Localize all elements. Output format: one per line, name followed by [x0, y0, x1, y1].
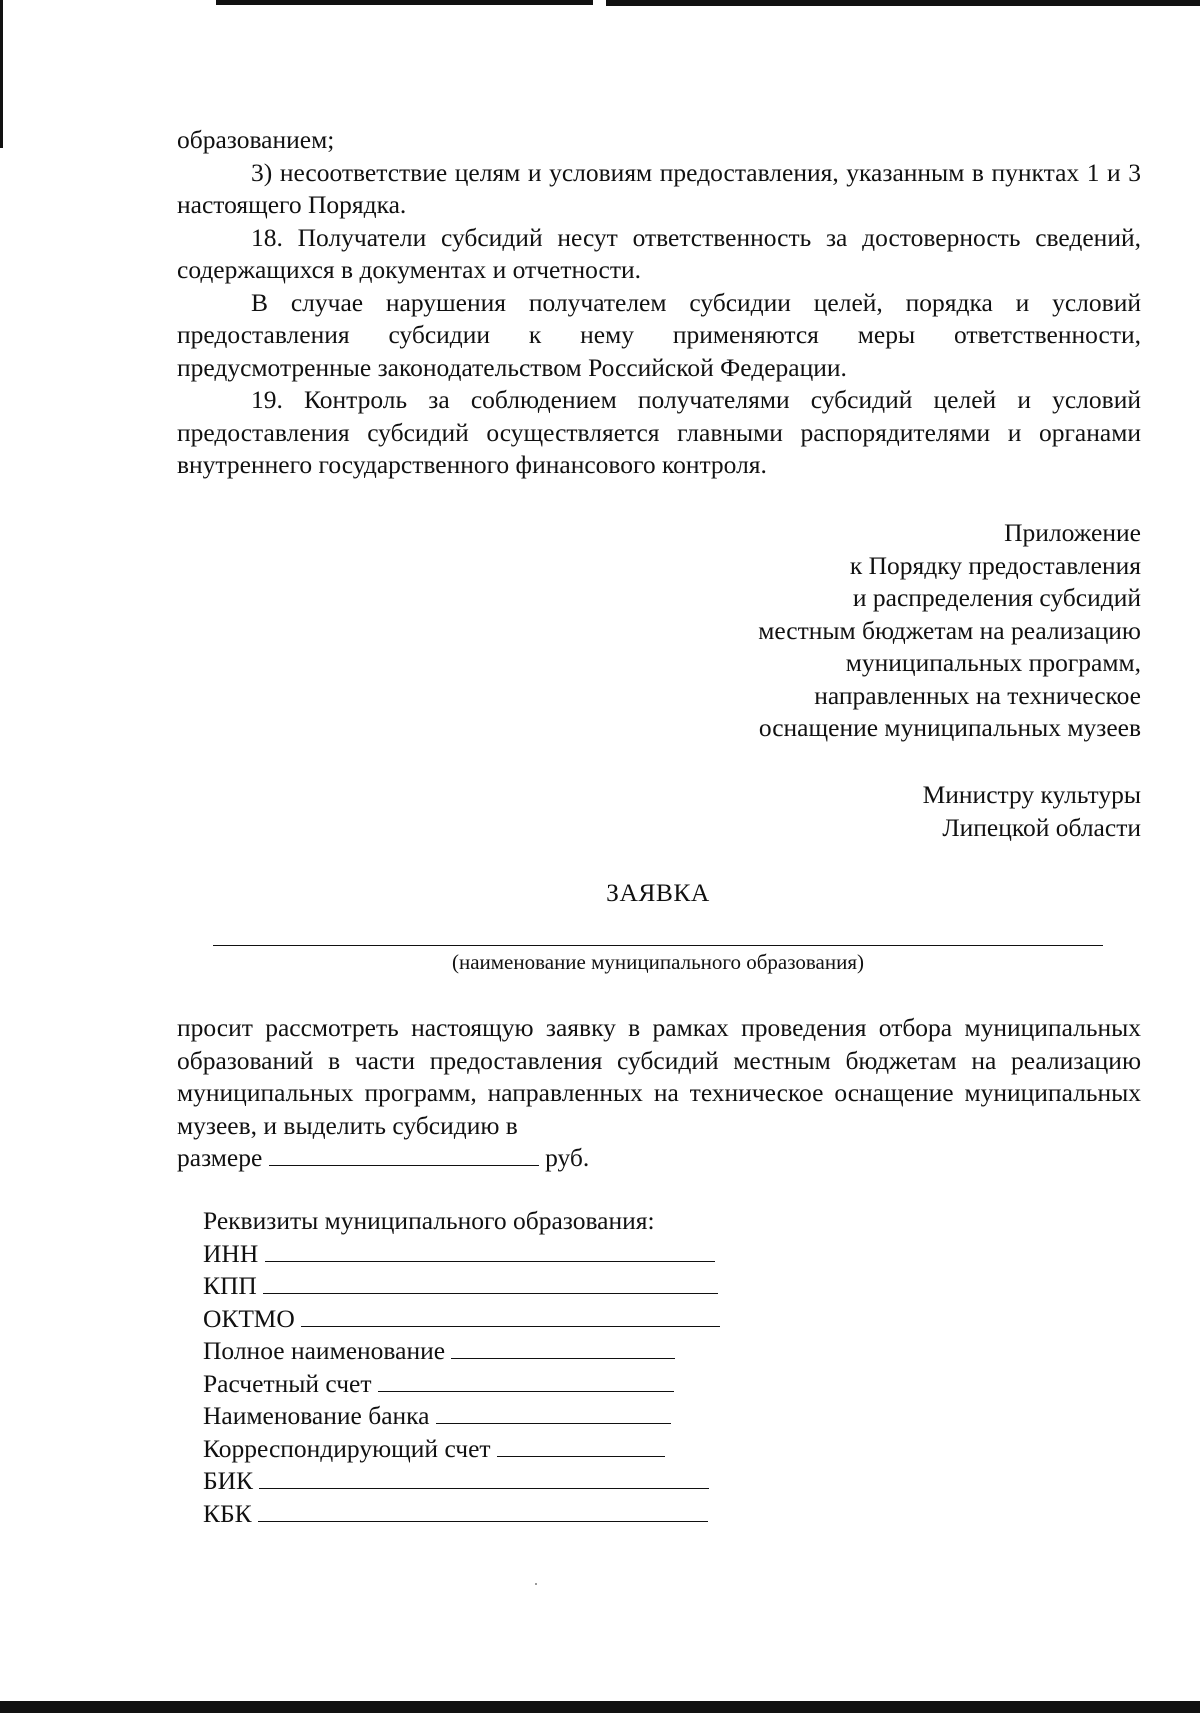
appendix-line: направленных на техническое	[814, 680, 1141, 710]
requisite-label: Наименование банка	[203, 1401, 430, 1430]
paragraph-continuation: образованием;	[177, 125, 335, 154]
requisite-field	[436, 1401, 671, 1424]
municipality-name-field	[213, 945, 1103, 946]
request-text: просит рассмотреть настоящую заявку в рамках проведения отбора муниципальных образований в части предоставления субсидий местным бюджетам на реализацию муниципальных программ, направленных на техническое оснащение муниципальных музеев, и выделить субсидию в	[177, 1013, 1141, 1140]
addressee-line: Министру культуры	[922, 780, 1141, 809]
requisites-heading: Реквизиты муниципального образования:	[203, 1206, 655, 1235]
requisite-label: ОКТМО	[203, 1303, 295, 1333]
requisite-oktmo	[203, 1303, 720, 1336]
addressee-line: Липецкой области	[942, 812, 1141, 842]
addressee	[621, 779, 1141, 844]
scan-edge-top-left	[216, 0, 593, 5]
requisite-field	[301, 1304, 720, 1327]
requisite-label: КБК	[203, 1498, 252, 1528]
appendix-line: и распределения субсидий	[852, 583, 1141, 612]
requisite-label: Полное наименование	[203, 1336, 446, 1365]
requisite-label: Корреспондирующий счет	[203, 1433, 491, 1463]
paragraph-18: 18. Получатели субсидий несут ответственность за достоверность сведений, содержащихся в документах и отчетности.	[177, 222, 1141, 284]
requisite-corr-account	[203, 1433, 720, 1466]
amount-suffix: руб.	[545, 1143, 590, 1172]
requisite-kpp	[203, 1270, 720, 1303]
requisite-field	[258, 1499, 708, 1522]
appendix-line: к Порядку предоставления	[849, 550, 1141, 580]
paragraph-violation: В случае нарушения получателем субсидии целей, порядка и условий предоставления субсидии к нему применяются меры ответственности, предусмотренные законодательством Российской Федерации.	[177, 287, 1141, 382]
appendix-line: Приложение	[1004, 518, 1141, 547]
requisite-inn	[203, 1238, 720, 1271]
requisites-block	[203, 1205, 720, 1530]
requisite-field	[259, 1466, 709, 1489]
requisite-field	[497, 1434, 665, 1457]
form-title: ЗАЯВКА	[606, 878, 710, 907]
request-paragraph	[177, 1012, 1141, 1175]
requisite-bik	[203, 1465, 720, 1498]
requisite-field	[263, 1271, 718, 1294]
requisite-label: Расчетный счет	[203, 1368, 372, 1398]
amount-prefix: размере	[177, 1143, 263, 1172]
paragraph-19: 19. Контроль за соблюдением получателями субсидий целей и условий предоставления субсидий осуществляется главными распорядителями и органами внутреннего государственного финансового контроля.	[177, 385, 1141, 479]
requisite-bank-name	[203, 1400, 720, 1433]
requisite-field	[378, 1369, 674, 1392]
requisite-label: БИК	[203, 1466, 254, 1495]
requisite-label: ИНН	[203, 1238, 259, 1268]
scan-speck	[535, 1583, 537, 1585]
appendix-line: местным бюджетам на реализацию	[758, 615, 1141, 645]
requisite-kbk	[203, 1498, 720, 1531]
amount-field	[269, 1143, 539, 1166]
requisite-account	[203, 1368, 720, 1401]
document-body	[177, 124, 1141, 482]
scan-edge-left	[0, 0, 3, 148]
requisite-label: КПП	[203, 1271, 257, 1300]
appendix-line: оснащение муниципальных музеев	[758, 713, 1141, 742]
municipality-name-caption: (наименование муниципального образования)	[451, 950, 865, 974]
requisite-full-name	[203, 1335, 720, 1368]
requisite-field	[451, 1336, 675, 1359]
paragraph-item-3: 3) несоответствие целям и условиям предоставления, указанным в пунктах 1 и 3 настоящего Порядка.	[177, 157, 1141, 219]
appendix-header	[621, 517, 1141, 745]
scan-edge-bottom	[0, 1701, 1200, 1713]
scan-edge-top-right	[606, 0, 1200, 6]
requisite-field	[265, 1239, 715, 1262]
appendix-line: муниципальных программ,	[845, 648, 1141, 677]
